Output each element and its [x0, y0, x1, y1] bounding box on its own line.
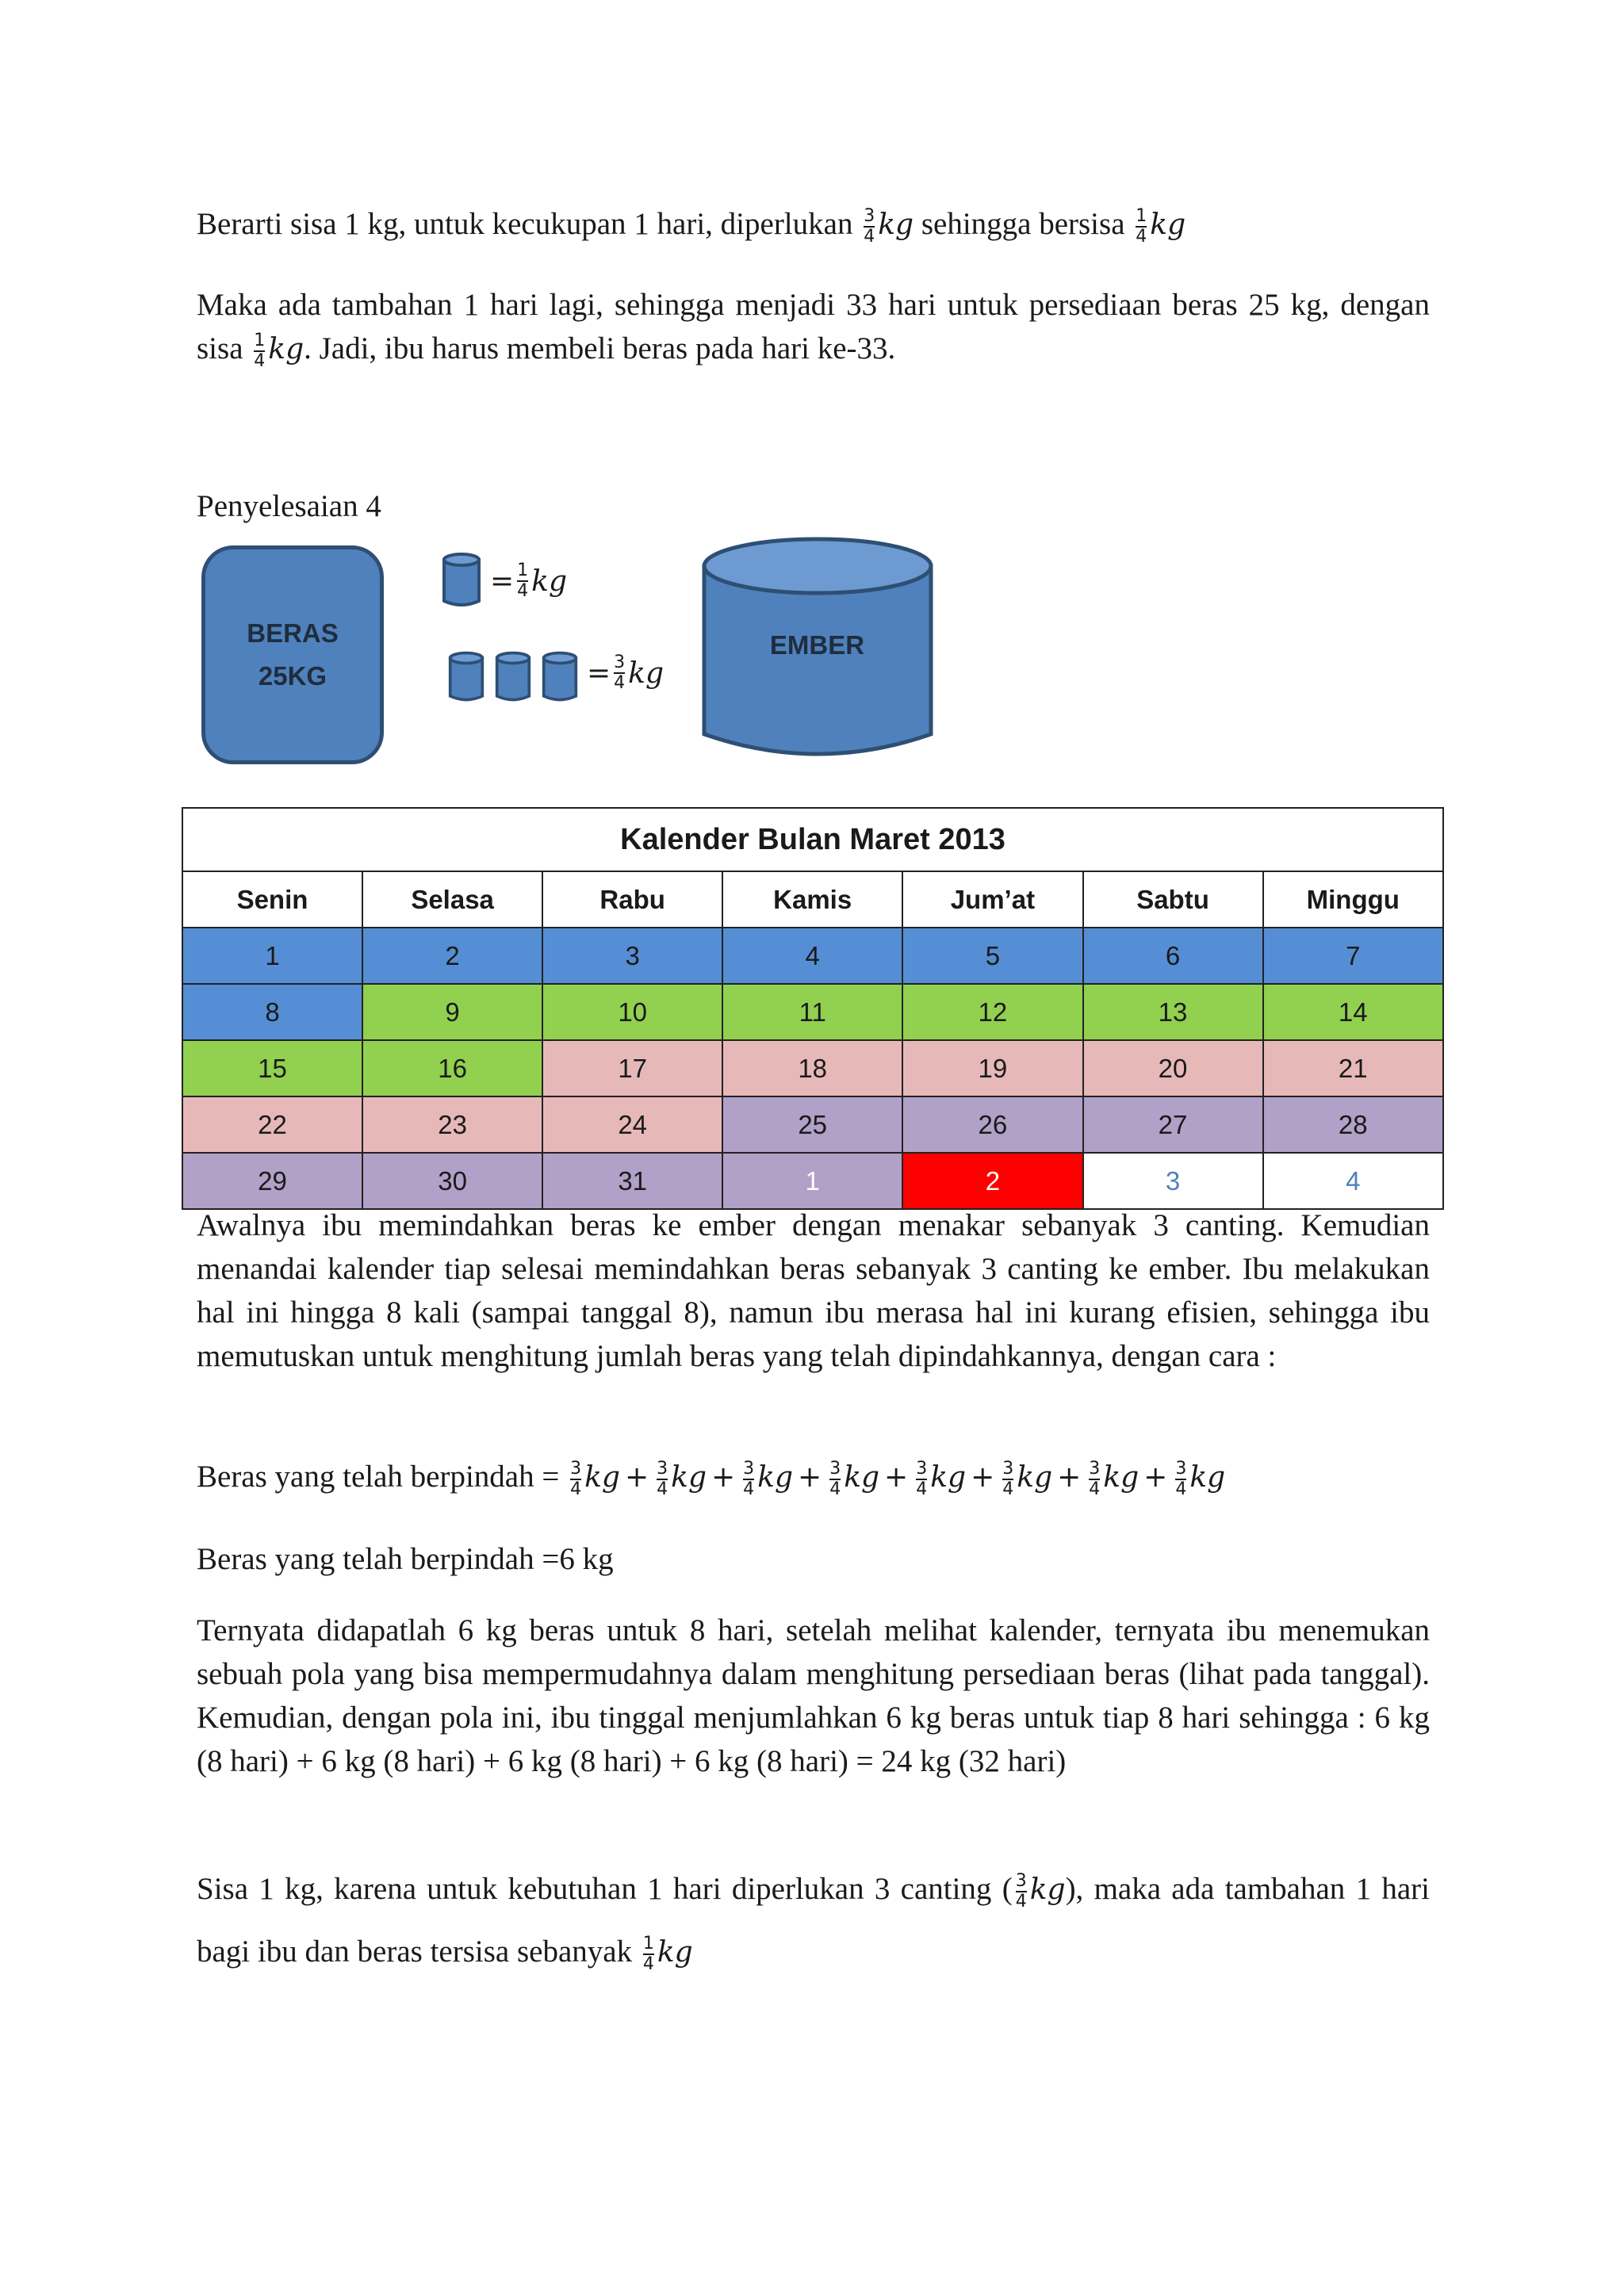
calendar-day-cell: 17 [542, 1040, 722, 1096]
fraction: $\frac{3}{4}$ [1015, 1871, 1027, 1912]
canting-icon [441, 552, 482, 609]
plus-sign: + [1057, 1461, 1082, 1494]
bucket-label: EMBER [769, 630, 865, 660]
fraction: $\frac{1}{4}$ [1136, 206, 1147, 247]
plus-sign: + [798, 1461, 822, 1494]
calendar-day-cell: 15 [182, 1040, 362, 1096]
calendar-day-cell: 2 [362, 928, 542, 984]
calendar-day-cell: 16 [362, 1040, 542, 1096]
calendar-day-cell: 24 [542, 1096, 722, 1153]
unit-kg: kg [1189, 1461, 1226, 1494]
calendar-day-cell: 9 [362, 984, 542, 1040]
fraction: $\frac{1}{4}$ [254, 331, 266, 372]
calendar-week-row [182, 928, 1443, 984]
fraction: $\frac{3}{4}$ [829, 1459, 841, 1500]
calendar-day-cell: 11 [722, 984, 902, 1040]
plus-sign: + [710, 1461, 736, 1494]
day-header: Sabtu [1083, 871, 1263, 928]
day-header: Jum’at [902, 871, 1082, 928]
calendar-table [182, 807, 1444, 1210]
equation-sum: Beras yang telah berpindah = $\frac{3}{4}$ kg + $\frac{3}{4}$ kg + $\frac{3}{4}$ kg + $\frac{3}{4}$ kg + $\frac{3}{4}$ kg + $\frac{3}{4}$ kg + $\frac{3}{4}$ kg + $\frac{3}{4}$ kg [197, 1459, 1226, 1500]
calendar-day-cell: 3 [1083, 1153, 1263, 1209]
paragraph-4: Ternyata didapatlah 6 kg beras untuk 8 hari, setelah melihat kalender, ternyata ibu menemukan sebuah pola yang bisa mempermudahnya dalam menghitung persediaan beras (lihat pada tanggal). Kemudian, dengan pola ini, ibu tinggal menjumlahkan 6 kg beras untuk tiap 8 hari sehingga : 6 kg (8 hari) + 6 kg (8 hari) + 6 kg (8 hari) + 6 kg (8 hari) = 24 kg (32 hari) [197, 1613, 1430, 1778]
calendar-day-cell: 26 [902, 1096, 1082, 1153]
day-header: Selasa [362, 871, 542, 928]
paragraph-3: Awalnya ibu memindahkan beras ke ember dengan menakar sebanyak 3 canting. Kemudian menandai kalender tiap selesai memindahkan beras sebanyak 3 canting ke ember. Ibu melakukan hal ini hingga 8 kali (sampai tanggal 8), namun ibu merasa hal ini kurang efisien, sehingga ibu memutuskan untuk menghitung jumlah beras yang telah dipindahkannya, dengan cara : [197, 1208, 1430, 1373]
calendar-day-cell: 29 [182, 1153, 362, 1209]
plus-sign: + [971, 1461, 995, 1494]
calendar-day-cell: 10 [542, 984, 722, 1040]
calendar-day-cell: 6 [1083, 928, 1263, 984]
unit-kg: kg [844, 1461, 880, 1494]
fraction: $\frac{3}{4}$ [1002, 1459, 1014, 1500]
unit-kg: kg [671, 1461, 707, 1494]
canting-icon [541, 650, 579, 704]
calendar-day-cell: 28 [1263, 1096, 1443, 1153]
calendar-week-row [182, 1096, 1443, 1153]
rice-sack: BERAS 25KG [201, 545, 384, 764]
calendar-day-cell: 4 [1263, 1153, 1443, 1209]
legend-one-quarter: = $\frac{1}{4}$ kg [490, 561, 568, 601]
calendar-day-cell: 23 [362, 1096, 542, 1153]
unit-kg: kg [1017, 1461, 1053, 1494]
calendar-day-cell: 20 [1083, 1040, 1263, 1096]
calendar-week-row [182, 1153, 1443, 1209]
unit-kg: kg [584, 1461, 620, 1494]
unit-kg: kg [1103, 1461, 1139, 1494]
calendar-day-cell: 3 [542, 928, 722, 984]
unit-kg: kg [757, 1461, 794, 1494]
calendar-day-cell: 13 [1083, 984, 1263, 1040]
calendar-day-cell: 14 [1263, 984, 1443, 1040]
calendar-day-cell: 7 [1263, 928, 1443, 984]
fraction: $\frac{3}{4}$ [657, 1459, 668, 1500]
day-header: Minggu [1263, 871, 1443, 928]
fraction: $\frac{1}{4}$ [642, 1934, 654, 1975]
calendar-day-cell: 1 [722, 1153, 902, 1209]
legend-three-quarters: = $\frac{3}{4}$ kg [587, 652, 665, 693]
calendar-day-cell: 31 [542, 1153, 722, 1209]
calendar-day-cell: 21 [1263, 1040, 1443, 1096]
calendar-day-cell: 27 [1083, 1096, 1263, 1153]
plus-sign: + [1143, 1461, 1168, 1494]
unit-kg: kg [930, 1461, 967, 1494]
paragraph-1: Berarti sisa 1 kg, untuk kecukupan 1 hari, diperlukan $\frac{3}{4}$ kg sehingga bersisa $\frac{1}{4}$ kg [197, 206, 1186, 247]
equation-result: Beras yang telah berpindah =6 kg [197, 1542, 614, 1576]
calendar-week-row [182, 1040, 1443, 1096]
paragraph-5: Sisa 1 kg, karena untuk kebutuhan 1 hari diperlukan 3 canting ( $\frac{3}{4}$ kg), maka ada tambahan 1 hari bagi ibu dan beras tersisa sebanyak $\frac{1}{4}$ kg [197, 1871, 1430, 1975]
fraction: $\frac{3}{4}$ [1089, 1459, 1101, 1500]
canting-icon [494, 650, 532, 704]
section-heading: Penyelesaian 4 [197, 489, 381, 523]
calendar-day-cell: 12 [902, 984, 1082, 1040]
fraction: $\frac{3}{4}$ [570, 1459, 582, 1500]
day-header: Rabu [542, 871, 722, 928]
calendar-day-cell: 2 [902, 1153, 1082, 1209]
plus-sign: + [624, 1461, 649, 1494]
calendar-day-cell: 8 [182, 984, 362, 1040]
calendar-title: Kalender Bulan Maret 2013 [182, 808, 1443, 871]
fraction: $\frac{3}{4}$ [1175, 1459, 1187, 1500]
calendar-day-cell: 4 [722, 928, 902, 984]
fraction: $\frac{3}{4}$ [864, 206, 875, 247]
calendar-day-cell: 25 [722, 1096, 902, 1153]
calendar-day-cell: 18 [722, 1040, 902, 1096]
day-header: Senin [182, 871, 362, 928]
paragraph-2: Maka ada tambahan 1 hari lagi, sehingga menjadi 33 hari untuk persediaan beras 25 kg, dengan sisa $\frac{1}{4}$ kg. Jadi, ibu harus membeli beras pada hari ke-33. [197, 288, 1430, 372]
calendar-day-cell: 30 [362, 1153, 542, 1209]
calendar-day-cell: 1 [182, 928, 362, 984]
day-header: Kamis [722, 871, 902, 928]
plus-sign: + [884, 1461, 909, 1494]
fraction: $\frac{3}{4}$ [743, 1459, 755, 1500]
calendar-day-cell: 5 [902, 928, 1082, 984]
calendar-week-row [182, 984, 1443, 1040]
fraction: $\frac{3}{4}$ [916, 1459, 928, 1500]
canting-icon [447, 650, 485, 704]
calendar-day-cell: 19 [902, 1040, 1082, 1096]
calendar-day-cell: 22 [182, 1096, 362, 1153]
